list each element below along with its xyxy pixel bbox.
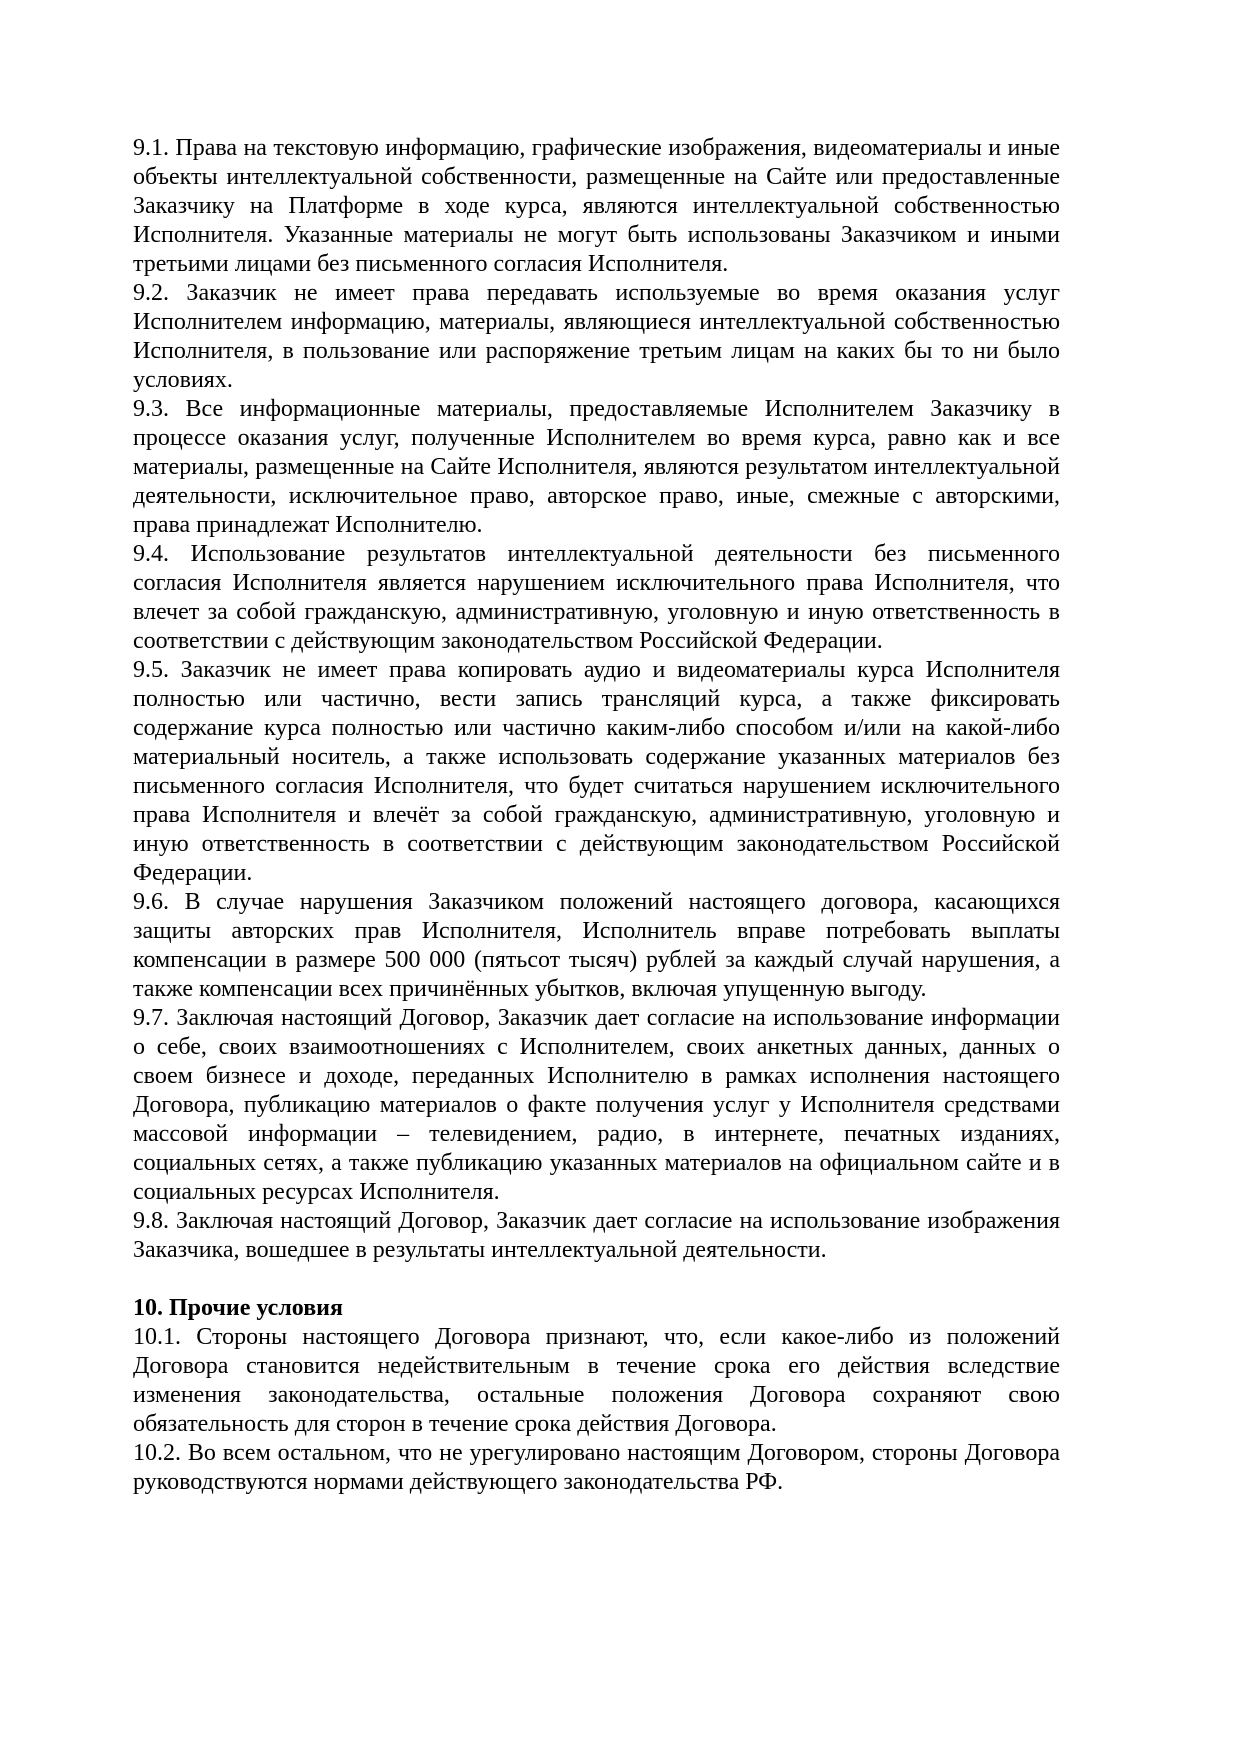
- clause-9-4: 9.4. Использование результатов интеллектуальной деятельности без письменного согласия Исполнителя является нарушением исключительного права Исполнителя, что влечет за собой гражданскую, административную, уголовную и иную ответственность в соответствии с действующим законодательством Российской Федерации.: [133, 541, 1060, 654]
- clause-9-7: 9.7. Заключая настоящий Договор, Заказчик дает согласие на использование информации о себе, своих взаимоотношениях с Исполнителем, своих анкетных данных, данных о своем бизнесе и доходе, переданных Исполнителю в рамках исполнения настоящего Договора, публикацию материалов о факте получения услуг у Исполнителя средствами массовой информации – телевидением, радио, в интернете, печатных изданиях, социальных сетях, а также публикацию указанных материалов на официальном сайте и в социальных ресурсах Исполнителя.: [133, 1005, 1060, 1205]
- clause-9-5: 9.5. Заказчик не имеет права копировать аудио и видеоматериалы курса Исполнителя полностью или частично, вести запись трансляций курса, а также фиксировать содержание курса полностью или частично каким-либо способом и/или на какой-либо материальный носитель, а также использовать содержание указанных материалов без письменного согласия Исполнителя, что будет считаться нарушением исключительного права Исполнителя и влечёт за собой гражданскую, административную, уголовную и иную ответственность в соответствии с действующим законодательством Российской Федерации.: [133, 657, 1060, 886]
- clause-9-1: 9.1. Права на текстовую информацию, графические изображения, видеоматериалы и иные объекты интеллектуальной собственности, размещенные на Сайте или предоставленные Заказчику на Платформе в ходе курса, являются интеллектуальной собственностью Исполнителя. Указанные материалы не могут быть использованы Заказчиком и иными третьими лицами без письменного согласия Исполнителя.: [133, 135, 1060, 277]
- clause-9-6: 9.6. В случае нарушения Заказчиком положений настоящего договора, касающихся защиты авторских прав Исполнителя, Исполнитель вправе потребовать выплаты компенсации в размере 500 000 (пятьсот тысяч) рублей за каждый случай нарушения, а также компенсации всех причинённых убытков, включая упущенную выгоду.: [133, 889, 1060, 1002]
- clause-10-1: 10.1. Стороны настоящего Договора признают, что, если какое-либо из положений Договора становится недействительным в течение срока его действия вследствие изменения законодательства, остальные положения Договора сохраняют свою обязательность для сторон в течение срока действия Договора.: [133, 1324, 1060, 1437]
- section-10-heading: 10. Прочие условия: [133, 1295, 343, 1321]
- clause-9-2: 9.2. Заказчик не имеет права передавать используемые во время оказания услуг Исполнителем информацию, материалы, являющиеся интеллектуальной собственностью Исполнителя, в пользование или распоряжение третьим лицам на каких бы то ни было условиях.: [133, 280, 1060, 393]
- clause-10-2: 10.2. Во всем остальном, что не урегулировано настоящим Договором, стороны Договора руководствуются нормами действующего законодательства РФ.: [133, 1440, 1060, 1495]
- clause-9-3: 9.3. Все информационные материалы, предоставляемые Исполнителем Заказчику в процессе оказания услуг, полученные Исполнителем во время курса, равно как и все материалы, размещенные на Сайте Исполнителя, являются результатом интеллектуальной деятельности, исключительное право, авторское право, иные, смежные с авторскими, права принадлежат Исполнителю.: [133, 396, 1060, 538]
- clause-9-8: 9.8. Заключая настоящий Договор, Заказчик дает согласие на использование изображения Заказчика, вошедшее в результаты интеллектуальной деятельности.: [133, 1208, 1060, 1263]
